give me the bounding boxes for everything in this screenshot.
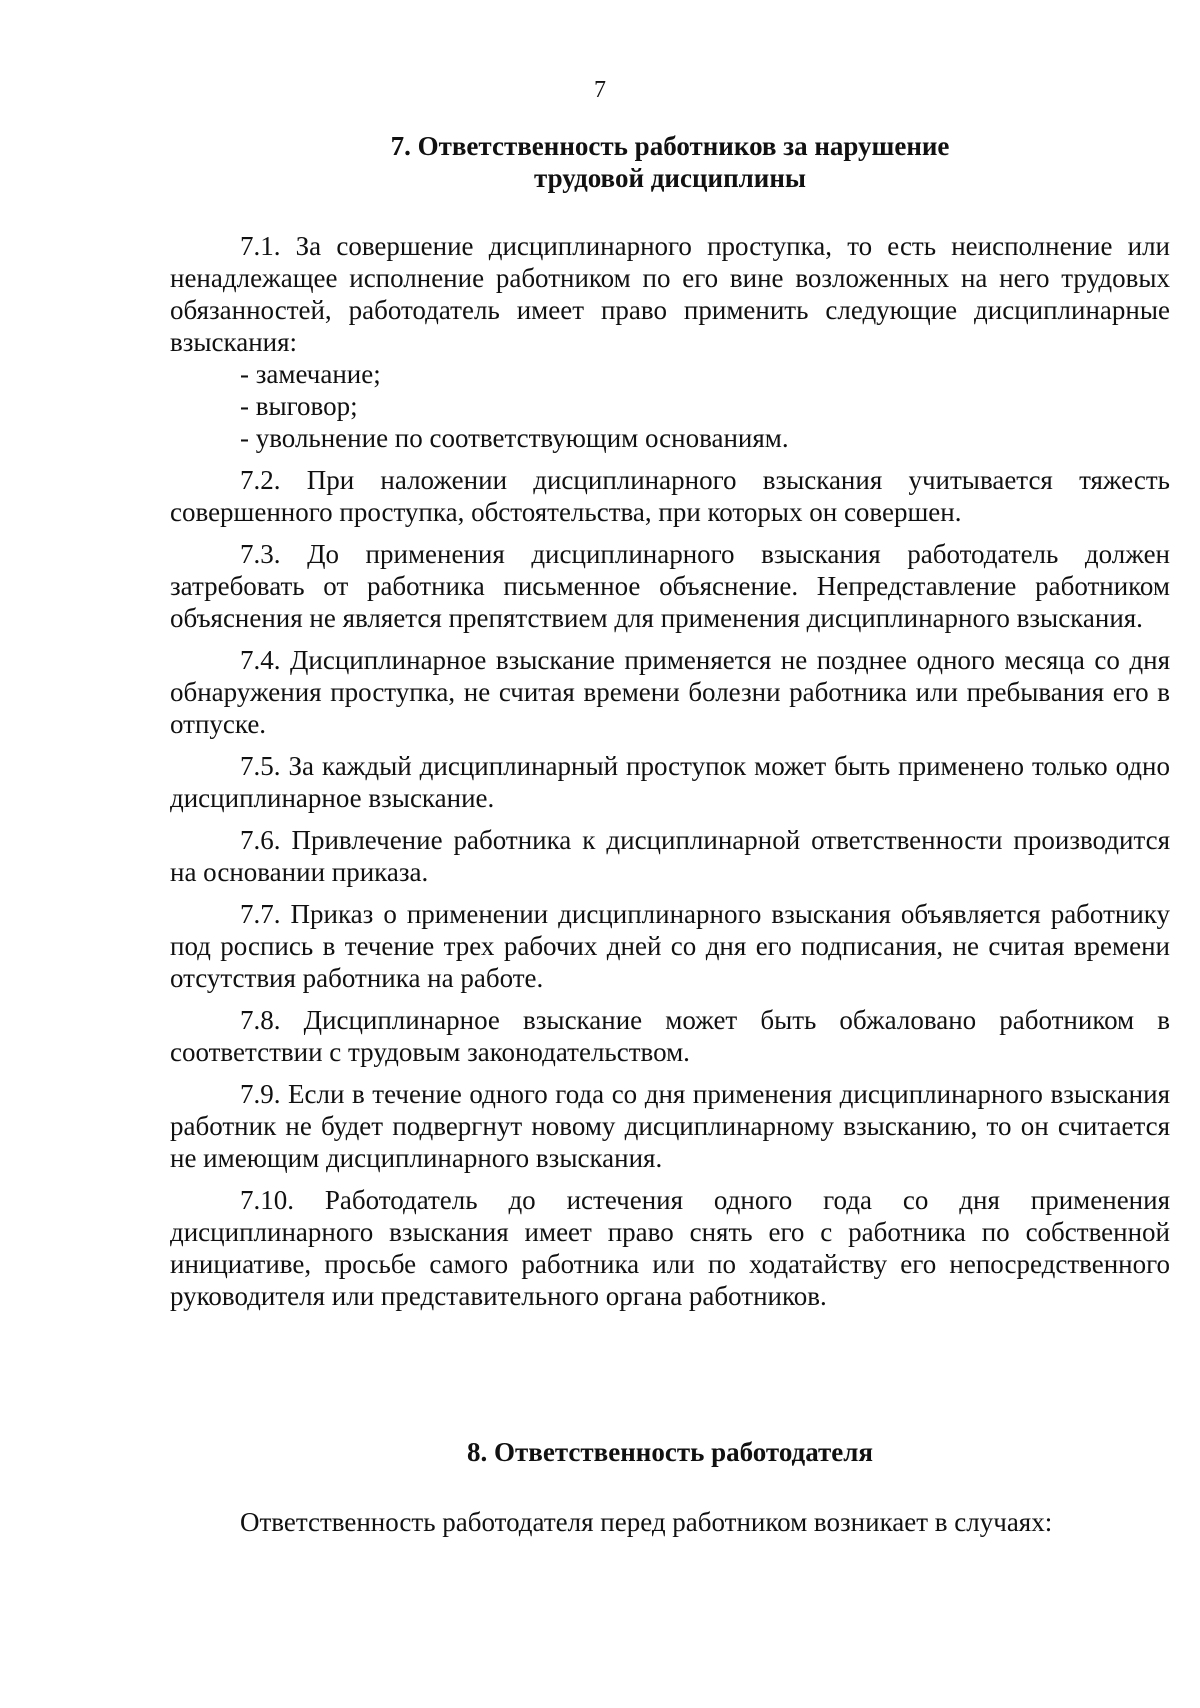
penalty-list-item: - замечание; [240,359,381,389]
penalty-list-item: - выговор; [240,391,358,421]
paragraph-7-4: 7.4. Дисциплинарное взыскание применяется не позднее одного месяца со дня обнаружения проступка, не считая времени болезни работника или пребывания его в отпуске. [170,645,1170,739]
page-number: 7 [594,77,606,103]
paragraph-7-5: 7.5. За каждый дисциплинарный проступок может быть применено только одно дисциплинарное взыскание. [170,751,1170,813]
penalty-list-item: - увольнение по соответствующим основаниям. [240,423,789,453]
section-7-body [170,230,1170,1322]
section-8-heading: 8. Ответственность работодателя [466,1437,873,1467]
section-7-title-line-1: 7. Ответственность работников за нарушение [390,131,950,161]
paragraph-7-8: 7.8. Дисциплинарное взыскание может быть обжаловано работником в соответствии с трудовым законодательством. [170,1005,1170,1067]
paragraph-7-10: 7.10. Работодатель до истечения одного года со дня применения дисциплинарного взыскания имеет право снять его с работника по собственной инициативе, просьбе самого работника или по ходатайству его непосредственного руководителя или представительного органа работников. [170,1185,1170,1311]
paragraph-7-2: 7.2. При наложении дисциплинарного взыскания учитывается тяжесть совершенного проступка, обстоятельства, при которых он совершен. [170,465,1170,527]
section-8-intro: Ответственность работодателя перед работником возникает в случаях: [240,1507,1053,1537]
paragraph-7-1: 7.1. За совершение дисциплинарного проступка, то есть неисполнение или ненадлежащее исполнение работником по его вине возложенных на него трудовых обязанностей, работодатель имеет право применить следующие дисциплинарные взыскания: [170,231,1170,357]
paragraph-7-6: 7.6. Привлечение работника к дисциплинарной ответственности производится на основании приказа. [170,825,1170,887]
paragraph-7-3: 7.3. До применения дисциплинарного взыскания работодатель должен затребовать от работника письменное объяснение. Непредставление работником объяснения не является препятствием для применения дисциплинарного взыскания. [170,539,1170,633]
section-7-title-line-2: трудовой дисциплины [534,163,806,193]
paragraph-7-9: 7.9. Если в течение одного года со дня применения дисциплинарного взыскания работник не будет подвергнут новому дисциплинарному взысканию, то он считается не имеющим дисциплинарного взыскания. [170,1079,1170,1173]
paragraph-7-7: 7.7. Приказ о применении дисциплинарного взыскания объявляется работнику под роспись в течение трех рабочих дней со дня его подписания, не считая времени отсутствия работника на работе. [170,899,1170,993]
section-7-heading [170,130,1170,194]
